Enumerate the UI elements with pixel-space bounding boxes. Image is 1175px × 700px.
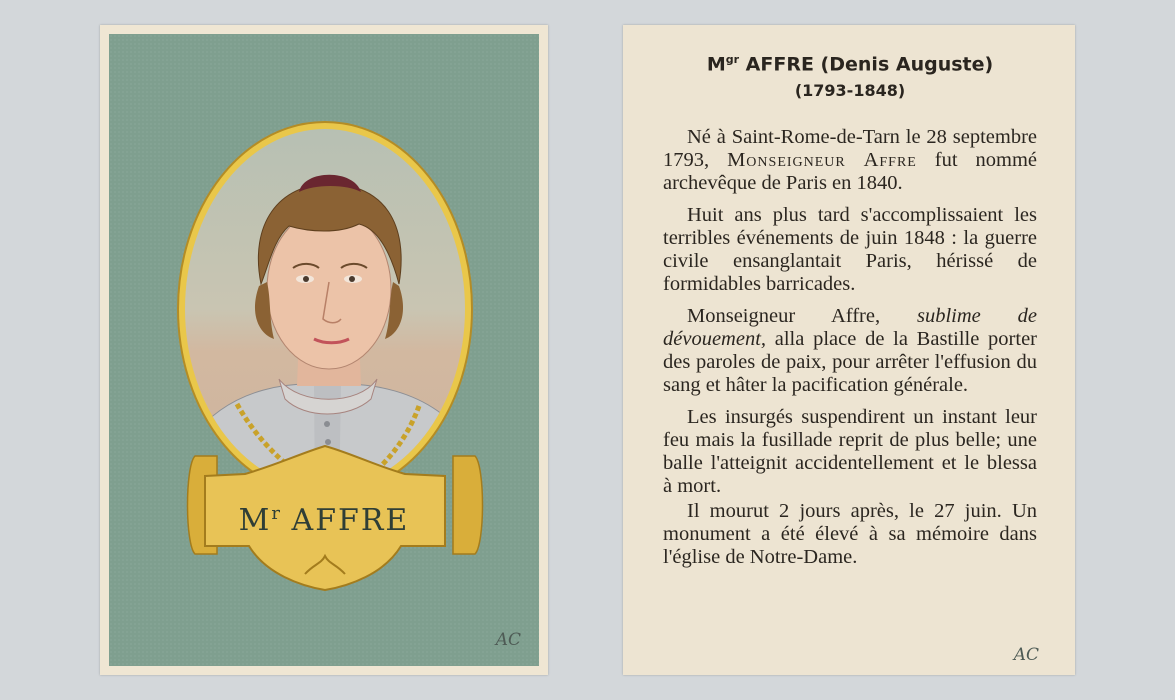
biography-paragraph-4: Les insurgés suspendirent un instant leur feu mais la fusillade reprit de plus belle; une balle l'atteignit accidentellement et le blessa à mort. [663, 406, 1037, 498]
biography-paragraph-1: Né à Saint-Rome-de-Tarn le 28 septembre 1793, Monseigneur Affre fut nommé archevêque de Paris en 1840. [663, 126, 1038, 195]
biography-dates: (1793-1848) [794, 81, 906, 101]
back-card [623, 25, 1075, 675]
front-card [100, 25, 548, 675]
biography-paragraph-5: Il mourut 2 jours après, le 27 juin. Un monument a été élevé à sa mémoire dans l'église de Notre-Dame. [663, 500, 1037, 569]
biography-paragraph-2: Huit ans plus tard s'accomplissaient les terribles événements de juin 1848 : la guerre civile ensanglantait Paris, hérissé de formidables barricades. [663, 204, 1037, 296]
portrait-illustration [109, 34, 539, 666]
biography-title: $M^{gr}$ AFFRE (Denis Auguste) [706, 53, 994, 76]
front-card-panel [109, 34, 539, 666]
nameplate-label: $M^r$ AFFRE [238, 503, 410, 538]
biography-paragraph-3: Monseigneur Affre, sublime de dévouement, alla place de la Bastille porter des paroles de paix, pour arrêter l'effusion du sang et hâter la pacification générale. [663, 305, 1038, 397]
monogram-mark-back: AC [1013, 645, 1039, 665]
monogram-mark: AC [495, 630, 521, 650]
